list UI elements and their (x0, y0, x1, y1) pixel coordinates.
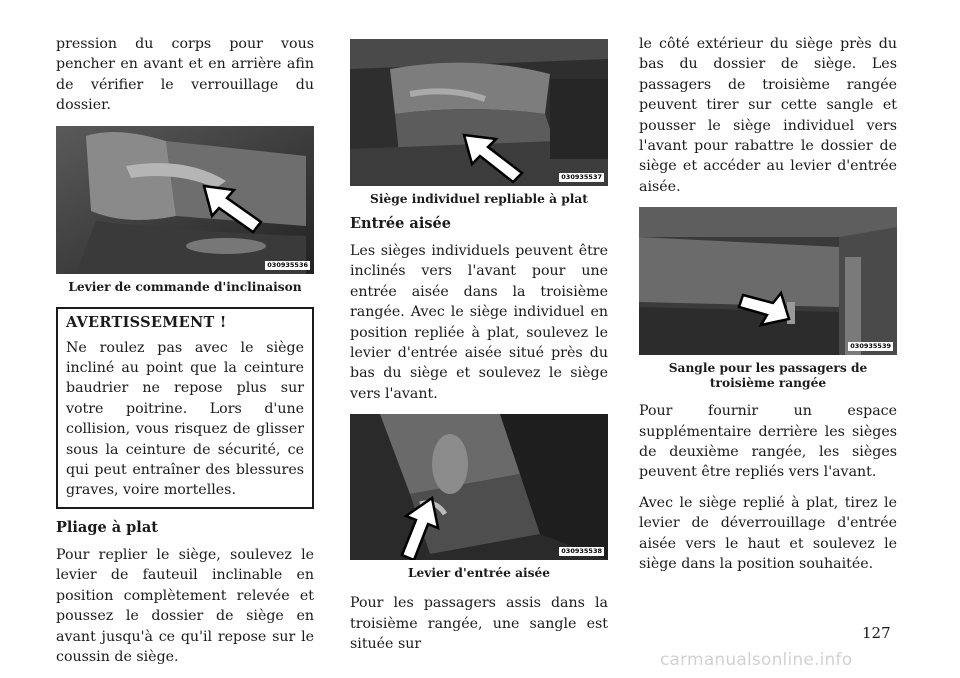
fold-flat-seat-illustration (350, 39, 608, 186)
figure-code: 030935539 (850, 342, 891, 351)
section-heading-flat: Pliage à plat (56, 518, 158, 536)
caption-line-1: Sangle pour les passagers de (668, 361, 868, 376)
easy-entry-lever-photo (350, 414, 608, 560)
recliner-lever-photo (56, 126, 314, 274)
figure-code: 030935536 (267, 260, 308, 269)
third-row-strap-illustration (639, 207, 897, 355)
figure-caption (639, 361, 897, 391)
page-number: 127 (862, 624, 891, 642)
figure-caption: Levier d'entrée aisée (407, 566, 551, 581)
easy-entry-lever-illustration (350, 414, 608, 560)
figure-caption: Levier de commande d'inclinaison (68, 279, 302, 294)
column-middle (350, 39, 608, 664)
warning-text: Ne roulez pas avec le siège incliné au point que la ceinture baudrier ne repose plus sur votre poitrine. Lors d'une collision, vous risquez de glisser sous la ceinture de sécurité, ce qui peut entraîner des blessures graves, voire mortelles. (66, 339, 304, 499)
strap-paragraph-continued: le côté extérieur du siège près du bas du dossier de siège. Les passagers de troisième rangée peuvent tirer sur cette sangle et pousser le siège individuel vers l'avant pour rabattre le dossier de siège et accéder au levier d'entrée aisée. (639, 36, 897, 195)
strap-paragraph: Pour les passagers assis dans la troisième rangée, une sangle est située sur (350, 595, 608, 653)
column-left (56, 34, 314, 677)
warning-title: AVERTISSEMENT ! (66, 313, 227, 331)
recliner-lever-illustration (56, 126, 314, 274)
figure-caption: Siège individuel repliable à plat (370, 192, 588, 206)
section-heading-easy-entry: Entrée aisée (350, 215, 451, 232)
flat-paragraph: Pour replier le siège, soulevez le levier de fauteuil inclinable en position complètement relevée et poussez le dossier de siège en avant jusqu'à ce qu'il repose sur le coussin de siège. (56, 546, 314, 665)
extra-space-paragraph: Pour fournir un espace supplémentaire derrière les sièges de deuxième rangée, les sièges peuvent être repliés vers l'avant. (639, 403, 897, 481)
third-row-strap-photo (639, 207, 897, 355)
figure-code: 030935538 (561, 547, 602, 556)
column-right (639, 34, 897, 585)
watermark: carmanualsonline.info (660, 650, 853, 670)
intro-paragraph: pression du corps pour vous pencher en avant et en arrière afin de vérifier le verrouillage du dossier. (56, 36, 314, 114)
easy-entry-paragraph: Les sièges individuels peuvent être inclinés vers l'avant pour une entrée aisée dans la troisième rangée. Avec le siège individuel en position repliée à plat, soulevez le levier d'entrée aisée situé près du bas du siège et soulevez le siège vers l'avant. (350, 243, 608, 402)
release-paragraph: Avec le siège replié à plat, tirez le levier de déverrouillage d'entrée aisée vers le haut et soulevez le siège dans la position souhaitée. (639, 494, 897, 573)
fold-flat-seat-photo (350, 39, 608, 186)
caption-line-2: troisième rangée (709, 376, 827, 391)
warning-box (56, 307, 314, 509)
figure-code: 030935537 (561, 173, 602, 181)
